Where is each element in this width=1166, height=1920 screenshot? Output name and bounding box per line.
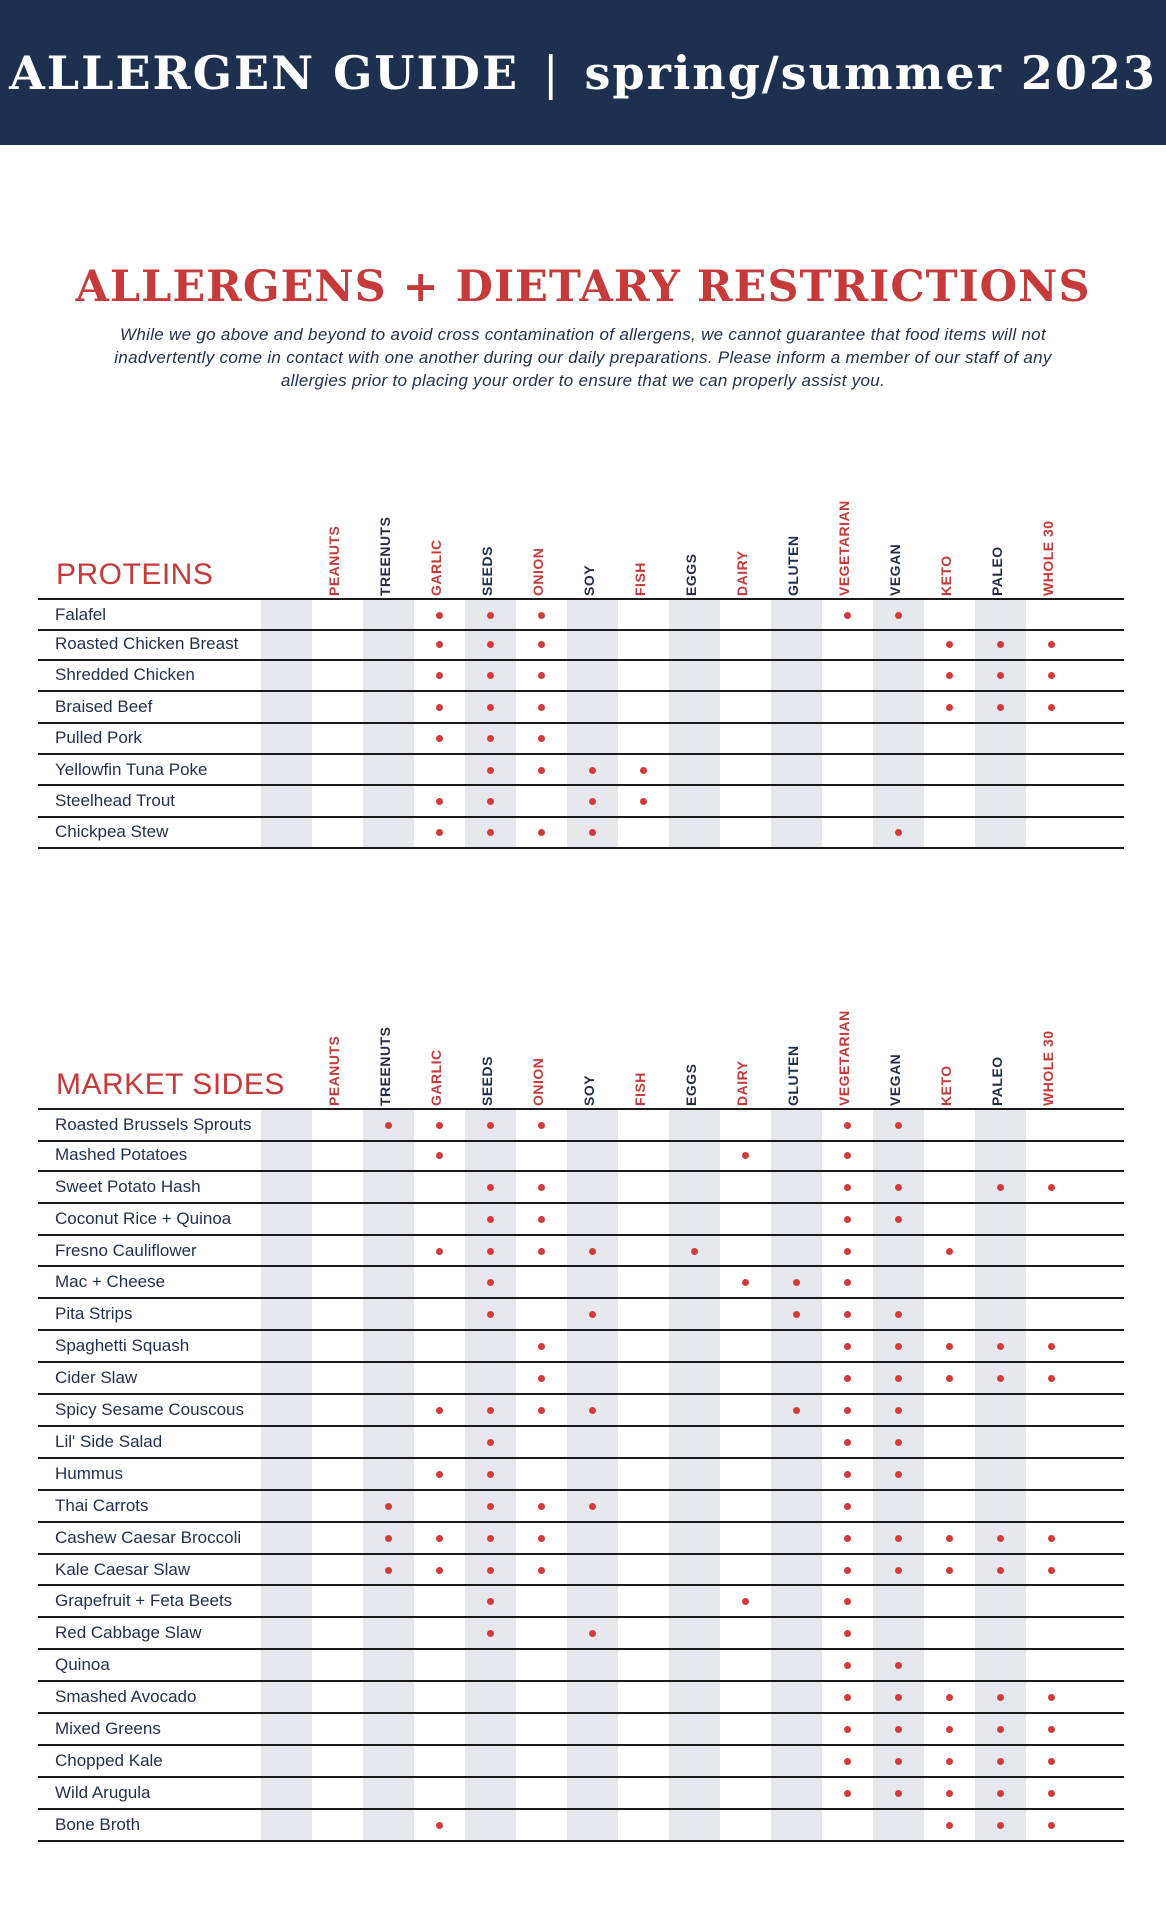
column-header-vegetarian [822, 990, 873, 1108]
column-header-paleo [975, 480, 1026, 598]
allergen-dot-vegetarian [844, 1184, 851, 1191]
allergen-dot-keto [946, 1567, 953, 1574]
allergen-dot-vegetarian [844, 1503, 851, 1510]
allergen-dot-treenuts [385, 1567, 392, 1574]
allergen-dot-paleo [997, 1184, 1004, 1191]
allergen-dot-vegetarian [844, 1790, 851, 1797]
allergen-dot-onion [538, 704, 545, 711]
allergen-dot-whole-30 [1048, 1343, 1055, 1350]
allergen-dot-seeds [487, 1279, 494, 1286]
row-label: Quinoa [55, 1655, 110, 1675]
row-label: Spaghetti Squash [55, 1336, 190, 1356]
allergen-dot-vegan [895, 1407, 902, 1414]
allergen-dot-seeds [487, 1471, 494, 1478]
allergen-dot-paleo [997, 1694, 1004, 1701]
allergen-dot-vegetarian [844, 1439, 851, 1446]
allergen-dot-gluten [793, 1407, 800, 1414]
column-header-seeds [465, 990, 516, 1108]
allergen-dot-vegan [895, 1790, 902, 1797]
row-label: Mashed Potatoes [55, 1144, 188, 1164]
column-header-onion [516, 990, 567, 1108]
allergen-dot-garlic [436, 612, 443, 619]
column-header-treenuts [363, 990, 414, 1108]
allergen-dot-keto [946, 1343, 953, 1350]
allergen-dot-paleo [997, 1567, 1004, 1574]
banner-title-left: ALLERGEN GUIDE [9, 45, 520, 100]
allergen-dot-paleo [997, 1343, 1004, 1350]
table-row [38, 1299, 1124, 1331]
allergen-dot-seeds [487, 1216, 494, 1223]
column-header-label: VEGETARIAN [836, 1010, 852, 1106]
column-header-soy [567, 990, 618, 1108]
allergen-dot-keto [946, 1535, 953, 1542]
allergen-dot-vegetarian [844, 1598, 851, 1605]
allergen-dot-keto [946, 1758, 953, 1765]
column-header-label: ONION [530, 547, 546, 596]
column-header-label: FISH [632, 1072, 648, 1106]
allergen-dot-seeds [487, 1535, 494, 1542]
allergen-dot-onion [538, 1216, 545, 1223]
column-header-label: TREENUTS [377, 1026, 393, 1106]
allergen-dot-whole-30 [1048, 1822, 1055, 1829]
table-row [38, 1810, 1124, 1842]
allergen-dot-vegan [895, 1216, 902, 1223]
allergen-dot-paleo [997, 1822, 1004, 1829]
column-header-label: GLUTEN [785, 1045, 801, 1106]
table-row [38, 1108, 1124, 1142]
table-row [38, 1172, 1124, 1204]
row-label: Yellowfin Tuna Poke [55, 759, 208, 779]
allergen-dot-onion [538, 1375, 545, 1382]
column-header-gluten [771, 480, 822, 598]
allergen-dot-seeds [487, 1407, 494, 1414]
row-label: Fresno Cauliflower [55, 1240, 197, 1260]
allergen-dot-garlic [436, 1407, 443, 1414]
allergen-dot-vegan [895, 1471, 902, 1478]
allergen-dot-soy [589, 798, 596, 805]
column-header-label: GARLIC [428, 539, 444, 596]
table-row [38, 1268, 1124, 1300]
allergen-dot-garlic [436, 1248, 443, 1255]
row-label: Pulled Pork [55, 728, 142, 748]
column-header-label: PALEO [989, 1056, 1005, 1106]
column-header-seeds [465, 480, 516, 598]
allergen-dot-dairy [742, 1152, 749, 1159]
row-label: Coconut Rice + Quinoa [55, 1208, 232, 1228]
allergen-dot-soy [589, 1248, 596, 1255]
row-label: Pita Strips [55, 1304, 133, 1324]
table-row [38, 1363, 1124, 1395]
column-header-label: VEGAN [887, 1053, 903, 1106]
allergen-dot-garlic [436, 829, 443, 836]
allergen-dot-soy [589, 829, 596, 836]
row-label: Chickpea Stew [55, 822, 169, 842]
column-header-label: SOY [581, 564, 597, 596]
allergen-dot-vegetarian [844, 1694, 851, 1701]
allergen-dot-gluten [793, 1311, 800, 1318]
allergen-dot-seeds [487, 612, 494, 619]
allergen-dot-seeds [487, 829, 494, 836]
row-label: Cashew Caesar Broccoli [55, 1527, 242, 1547]
allergen-dot-seeds [487, 1311, 494, 1318]
allergen-dot-vegetarian [844, 1630, 851, 1637]
allergen-dot-vegetarian [844, 1758, 851, 1765]
allergen-dot-onion [538, 612, 545, 619]
column-header-label: SOY [581, 1074, 597, 1106]
allergen-dot-dairy [742, 1279, 749, 1286]
column-header-label: VEGAN [887, 543, 903, 596]
column-header-label: PALEO [989, 546, 1005, 596]
allergen-dot-vegetarian [844, 1375, 851, 1382]
allergen-dot-vegetarian [844, 1248, 851, 1255]
allergen-dot-vegan [895, 1758, 902, 1765]
allergen-dot-keto [946, 1726, 953, 1733]
allergen-dot-keto [946, 1822, 953, 1829]
allergen-dot-seeds [487, 1184, 494, 1191]
allergen-dot-soy [589, 1503, 596, 1510]
column-header-label: KETO [938, 1065, 954, 1106]
table-row [38, 1236, 1124, 1268]
table-row [38, 1650, 1124, 1682]
column-header-label: WHOLE 30 [1040, 1030, 1056, 1106]
allergen-dot-garlic [436, 1122, 443, 1129]
table-row [38, 1714, 1124, 1746]
allergen-dot-seeds [487, 1122, 494, 1129]
allergen-dot-vegetarian [844, 1216, 851, 1223]
allergen-dot-garlic [436, 704, 443, 711]
allergen-dot-fish [640, 798, 647, 805]
allergen-dot-onion [538, 1567, 545, 1574]
row-label: Steelhead Trout [55, 791, 176, 811]
table-row [38, 1140, 1124, 1172]
row-label: Falafel [55, 604, 107, 624]
allergen-dot-paleo [997, 672, 1004, 679]
allergen-dot-vegetarian [844, 1567, 851, 1574]
allergen-dot-soy [589, 1311, 596, 1318]
allergen-dot-eggs [691, 1248, 698, 1255]
allergen-dot-keto [946, 1694, 953, 1701]
header-banner [0, 0, 1166, 145]
allergen-dot-onion [538, 767, 545, 774]
allergen-dot-paleo [997, 1726, 1004, 1733]
allergen-dot-soy [589, 767, 596, 774]
table-row [38, 661, 1124, 692]
column-header-vegan [873, 990, 924, 1108]
allergen-dot-whole-30 [1048, 1535, 1055, 1542]
column-header-label: VEGETARIAN [836, 500, 852, 596]
row-label: Lil' Side Salad [55, 1431, 163, 1451]
allergen-dot-vegan [895, 829, 902, 836]
allergen-dot-vegan [895, 612, 902, 619]
row-label: Braised Beef [55, 696, 153, 716]
column-header-label: PEANUTS [326, 1035, 342, 1106]
allergen-dot-garlic [436, 641, 443, 648]
allergen-dot-onion [538, 1248, 545, 1255]
allergen-dot-vegan [895, 1726, 902, 1733]
table-row [38, 1331, 1124, 1363]
allergen-dot-paleo [997, 704, 1004, 711]
allergen-dot-garlic [436, 1822, 443, 1829]
section-proteins [38, 480, 1124, 853]
allergen-dot-seeds [487, 735, 494, 742]
allergen-dot-vegan [895, 1694, 902, 1701]
allergen-dot-whole-30 [1048, 704, 1055, 711]
row-label: Smashed Avocado [55, 1687, 197, 1707]
allergen-dot-vegan [895, 1567, 902, 1574]
allergen-dot-vegetarian [844, 1726, 851, 1733]
column-header-paleo [975, 990, 1026, 1108]
column-header-vegan [873, 480, 924, 598]
allergen-dot-onion [538, 1343, 545, 1350]
column-header-whole-30 [1026, 480, 1077, 598]
allergen-dot-whole-30 [1048, 641, 1055, 648]
table-row [38, 1491, 1124, 1523]
table-row [38, 1778, 1124, 1810]
allergen-dot-garlic [436, 1535, 443, 1542]
table-row [38, 1204, 1124, 1236]
table-row [38, 692, 1124, 723]
row-label: Spicy Sesame Couscous [55, 1400, 244, 1420]
allergen-dot-vegetarian [844, 1471, 851, 1478]
banner-separator: | [543, 45, 561, 100]
row-label: Mac + Cheese [55, 1272, 166, 1292]
column-header-keto [924, 480, 975, 598]
column-header-gluten [771, 990, 822, 1108]
allergen-dot-vegetarian [844, 1122, 851, 1129]
banner-title [9, 46, 1157, 100]
column-header-label: WHOLE 30 [1040, 520, 1056, 596]
allergen-dot-seeds [487, 672, 494, 679]
table-row [38, 598, 1124, 631]
allergen-dot-vegan [895, 1439, 902, 1446]
column-header-fish [618, 990, 669, 1108]
column-header-label: KETO [938, 555, 954, 596]
column-header-treenuts [363, 480, 414, 598]
column-header-soy [567, 480, 618, 598]
allergen-dot-vegan [895, 1662, 902, 1669]
table-row [38, 629, 1124, 660]
allergen-dot-vegetarian [844, 1535, 851, 1542]
allergen-dot-onion [538, 1503, 545, 1510]
allergen-dot-keto [946, 672, 953, 679]
allergen-dot-vegan [895, 1343, 902, 1350]
allergen-dot-dairy [742, 1598, 749, 1605]
allergen-dot-whole-30 [1048, 1694, 1055, 1701]
section-title: MARKET SIDES [56, 1068, 285, 1101]
column-header-peanuts [312, 480, 363, 598]
allergen-dot-fish [640, 767, 647, 774]
column-header-label: EGGS [683, 1063, 699, 1106]
allergen-dot-seeds [487, 1598, 494, 1605]
row-label: Grapefruit + Feta Beets [55, 1591, 233, 1611]
table-row [38, 1523, 1124, 1555]
column-header-label: EGGS [683, 553, 699, 596]
allergen-dot-garlic [436, 1471, 443, 1478]
allergen-dot-vegetarian [844, 1662, 851, 1669]
allergen-dot-vegan [895, 1311, 902, 1318]
allergen-dot-keto [946, 704, 953, 711]
column-header-label: GLUTEN [785, 535, 801, 596]
column-header-fish [618, 480, 669, 598]
allergen-dot-keto [946, 1248, 953, 1255]
row-label: Chopped Kale [55, 1750, 163, 1770]
allergen-dot-seeds [487, 1503, 494, 1510]
allergen-dot-whole-30 [1048, 1567, 1055, 1574]
allergen-dot-whole-30 [1048, 1790, 1055, 1797]
table-row [38, 1682, 1124, 1714]
allergen-dot-onion [538, 829, 545, 836]
allergen-dot-seeds [487, 1248, 494, 1255]
allergen-dot-seeds [487, 704, 494, 711]
allergen-dot-keto [946, 641, 953, 648]
column-header-eggs [669, 480, 720, 598]
allergen-dot-onion [538, 1535, 545, 1542]
column-header-dairy [720, 990, 771, 1108]
allergen-dot-onion [538, 1184, 545, 1191]
allergen-dot-vegetarian [844, 1343, 851, 1350]
row-label: Thai Carrots [55, 1495, 149, 1515]
allergen-dot-keto [946, 1375, 953, 1382]
table-row [38, 1555, 1124, 1587]
table-row [38, 786, 1124, 817]
column-header-label: FISH [632, 562, 648, 596]
allergen-dot-seeds [487, 1439, 494, 1446]
allergen-dot-garlic [436, 672, 443, 679]
table-row [38, 1587, 1124, 1619]
column-header-peanuts [312, 990, 363, 1108]
allergen-dot-seeds [487, 1567, 494, 1574]
column-header-vegetarian [822, 480, 873, 598]
allergen-dot-onion [538, 641, 545, 648]
allergen-dot-treenuts [385, 1122, 392, 1129]
allergen-dot-gluten [793, 1279, 800, 1286]
section-market-sides [38, 990, 1124, 1846]
allergen-dot-vegetarian [844, 612, 851, 619]
column-header-label: ONION [530, 1057, 546, 1106]
column-header-label: DAIRY [734, 550, 750, 596]
column-header-onion [516, 480, 567, 598]
allergen-dot-paleo [997, 641, 1004, 648]
allergen-dot-onion [538, 1407, 545, 1414]
table-row [38, 724, 1124, 755]
column-header-label: TREENUTS [377, 516, 393, 596]
allergen-dot-whole-30 [1048, 1726, 1055, 1733]
allergen-dot-onion [538, 1122, 545, 1129]
allergen-dot-paleo [997, 1790, 1004, 1797]
allergen-dot-garlic [436, 1567, 443, 1574]
allergen-dot-vegan [895, 1535, 902, 1542]
table-row [38, 1618, 1124, 1650]
column-header-label: GARLIC [428, 1049, 444, 1106]
allergen-dot-onion [538, 672, 545, 679]
allergen-dot-whole-30 [1048, 1375, 1055, 1382]
allergen-dot-treenuts [385, 1535, 392, 1542]
allergen-dot-vegetarian [844, 1311, 851, 1318]
allergen-dot-seeds [487, 641, 494, 648]
disclaimer-text: While we go above and beyond to avoid cross contamination of allergens, we cannot guarantee that food items will not inadvertently come in contact with one another during our daily preparations. Please inform a member of our staff of any allergies prior to placing your order to ensure that we can properly assist you. [114, 325, 1052, 390]
column-header-garlic [414, 990, 465, 1108]
allergen-dot-soy [589, 1630, 596, 1637]
allergen-dot-whole-30 [1048, 672, 1055, 679]
allergen-dot-vegetarian [844, 1407, 851, 1414]
row-label: Roasted Chicken Breast [55, 634, 239, 654]
row-label: Bone Broth [55, 1814, 141, 1834]
allergen-dot-seeds [487, 1630, 494, 1637]
allergen-dot-vegan [895, 1375, 902, 1382]
row-label: Cider Slaw [55, 1368, 138, 1388]
allergen-dot-seeds [487, 798, 494, 805]
row-label: Roasted Brussels Sprouts [55, 1114, 252, 1134]
column-header-label: SEEDS [479, 546, 495, 596]
table-row [38, 1459, 1124, 1491]
table-row [38, 1427, 1124, 1459]
row-label: Hummus [55, 1463, 124, 1483]
row-label: Red Cabbage Slaw [55, 1623, 202, 1643]
allergen-dot-whole-30 [1048, 1758, 1055, 1765]
column-header-eggs [669, 990, 720, 1108]
allergen-dot-soy [589, 1407, 596, 1414]
row-label: Sweet Potato Hash [55, 1176, 201, 1196]
allergen-dot-paleo [997, 1375, 1004, 1382]
row-label: Kale Caesar Slaw [55, 1559, 191, 1579]
allergen-dot-paleo [997, 1535, 1004, 1542]
column-header-label: DAIRY [734, 1060, 750, 1106]
allergen-dot-seeds [487, 767, 494, 774]
column-header-whole-30 [1026, 990, 1077, 1108]
column-header-label: SEEDS [479, 1056, 495, 1106]
allergen-dot-keto [946, 1790, 953, 1797]
allergen-dot-treenuts [385, 1503, 392, 1510]
allergen-dot-garlic [436, 1152, 443, 1159]
allergen-dot-vegan [895, 1122, 902, 1129]
section-title: PROTEINS [56, 558, 214, 591]
allergen-dot-vegetarian [844, 1152, 851, 1159]
column-header-dairy [720, 480, 771, 598]
allergen-dot-vegetarian [844, 1279, 851, 1286]
table-row [38, 1395, 1124, 1427]
column-header-label: PEANUTS [326, 525, 342, 596]
column-header-keto [924, 990, 975, 1108]
allergen-dot-garlic [436, 735, 443, 742]
banner-title-right: spring/summer 2023 [584, 45, 1157, 100]
table-row [38, 755, 1124, 786]
column-header-garlic [414, 480, 465, 598]
row-label: Shredded Chicken [55, 665, 195, 685]
row-label: Wild Arugula [55, 1782, 151, 1802]
row-label: Mixed Greens [55, 1719, 161, 1739]
allergen-dot-whole-30 [1048, 1184, 1055, 1191]
allergen-dot-garlic [436, 798, 443, 805]
table-row [38, 818, 1124, 849]
allergen-dot-onion [538, 735, 545, 742]
allergen-dot-paleo [997, 1758, 1004, 1765]
allergen-dot-vegan [895, 1184, 902, 1191]
page-title: ALLERGENS + DIETARY RESTRICTIONS [75, 262, 1091, 312]
table-row [38, 1746, 1124, 1778]
